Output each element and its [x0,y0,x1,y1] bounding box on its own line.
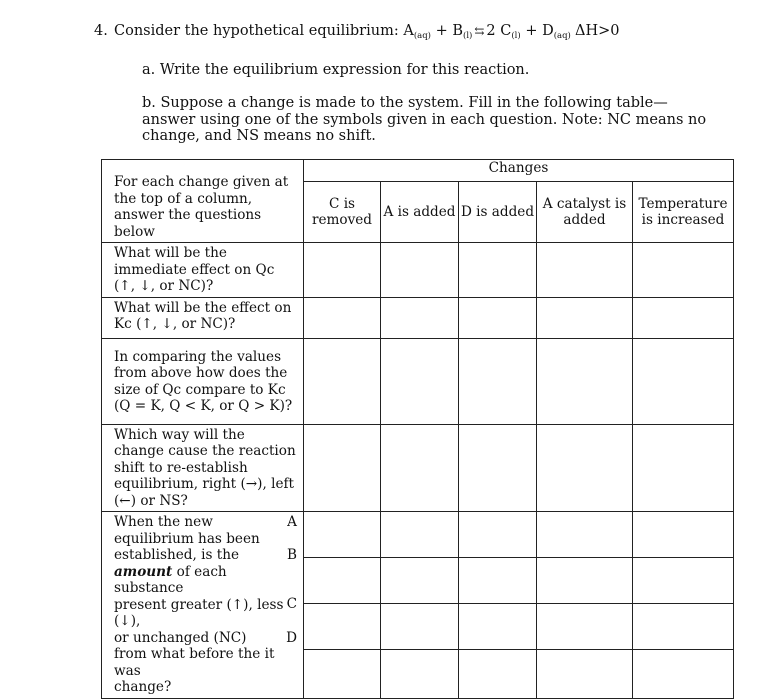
answer-cell[interactable] [633,649,734,698]
row5-text: of each substance [114,563,227,596]
row5-text: from what before the it was [114,646,275,679]
answer-cell[interactable] [459,603,537,649]
answer-cell[interactable] [537,243,633,298]
answer-cell[interactable] [304,424,381,512]
part-b: b. Suppose a change is made to the system. Fill in the following table—answer using one of the symbols given in each question. Note: NC means no change, and NS means no shift. [142,95,707,144]
answer-cell[interactable] [537,297,633,338]
answer-cell[interactable] [537,649,633,698]
substance-label-a: A [287,514,297,530]
answer-cell[interactable] [459,649,537,698]
row-label-amount [102,512,304,699]
row5-text: equilibrium has been [114,530,260,547]
col-header-d-added: D is added [459,182,537,243]
state-b: (l) [463,31,473,41]
answer-cell[interactable] [633,338,734,424]
answer-cell[interactable] [633,243,734,298]
row5-text: present greater (↑), less (↓), [114,596,284,629]
state-d: (aq) [553,31,571,41]
part-a: a. Write the equilibrium expression for this reaction. [142,62,530,78]
answer-cell[interactable] [537,557,633,603]
state-a: (aq) [413,31,431,41]
answer-cell[interactable] [537,424,633,512]
answer-cell[interactable] [459,512,537,558]
answer-cell[interactable] [304,557,381,603]
answer-cell[interactable] [459,557,537,603]
answer-cell[interactable] [381,649,459,698]
answer-cell[interactable] [381,603,459,649]
answer-cell[interactable] [304,512,381,558]
answer-cell[interactable] [381,557,459,603]
delta-h: ΔH>0 [575,23,620,39]
answer-cell[interactable] [381,243,459,298]
substance-label-d: D [286,630,297,646]
amount-emphasis: amount [114,563,173,580]
species-b: B [452,23,463,39]
answer-cell[interactable] [304,243,381,298]
plus-sign: + [430,23,453,39]
species-d: D [542,23,554,39]
corner-label: For each change given at the top of a column, answer the questions below [102,160,304,243]
answer-cell[interactable] [459,297,537,338]
species-a: A [403,23,414,39]
row-label-qc: What will be the immediate effect on Qc (↑, ↓, or NC)? [102,243,304,298]
col-header-a-added: A is added [381,182,459,243]
state-c: (l) [511,31,521,41]
col-header-c-removed: C is removed [304,182,381,243]
answer-cell[interactable] [304,649,381,698]
species-c: 2 C [486,23,512,39]
answer-cell[interactable] [381,338,459,424]
answer-cell[interactable] [633,512,734,558]
answer-cell[interactable] [459,424,537,512]
equilibrium-arrow-icon: ⇆ [474,24,485,38]
col-header-temperature: Temperature is increased [633,182,734,243]
changes-title: Changes [304,160,734,182]
row5-text [114,564,299,597]
answer-cell[interactable] [633,424,734,512]
answer-cell[interactable] [459,243,537,298]
answer-cell[interactable] [633,297,734,338]
substance-label-c: C [286,596,297,612]
row-label-kc: What will be the effect on Kc (↑, ↓, or NC)? [102,297,304,338]
changes-table [101,159,734,699]
answer-cell[interactable] [537,603,633,649]
col-header-catalyst: A catalyst is added [537,182,633,243]
question-intro: Consider the hypothetical equilibrium: [114,23,404,39]
answer-cell[interactable] [381,512,459,558]
answer-cell[interactable] [459,338,537,424]
plus-sign: + [520,23,543,39]
answer-cell[interactable] [304,297,381,338]
answer-cell[interactable] [304,338,381,424]
question-line [94,23,571,44]
row5-text: or unchanged (NC) [114,629,247,646]
row-label-compare: In comparing the values from above how does the size of Qc compare to Kc (Q = K, Q < K, or Q > K)? [102,338,304,424]
answer-cell[interactable] [537,338,633,424]
answer-cell[interactable] [381,424,459,512]
answer-cell[interactable] [633,603,734,649]
answer-cell[interactable] [304,603,381,649]
row5-text: change? [114,679,172,695]
substance-label-b: B [287,547,297,563]
answer-cell[interactable] [381,297,459,338]
answer-cell[interactable] [633,557,734,603]
row-label-shift: Which way will the change cause the reaction shift to re-establish equilibrium, right (→), left (←) or NS? [102,424,304,512]
row5-text: When the new [114,514,213,530]
row5-text: established, is the [114,547,240,563]
answer-cell[interactable] [537,512,633,558]
question-number: 4. [94,23,108,39]
